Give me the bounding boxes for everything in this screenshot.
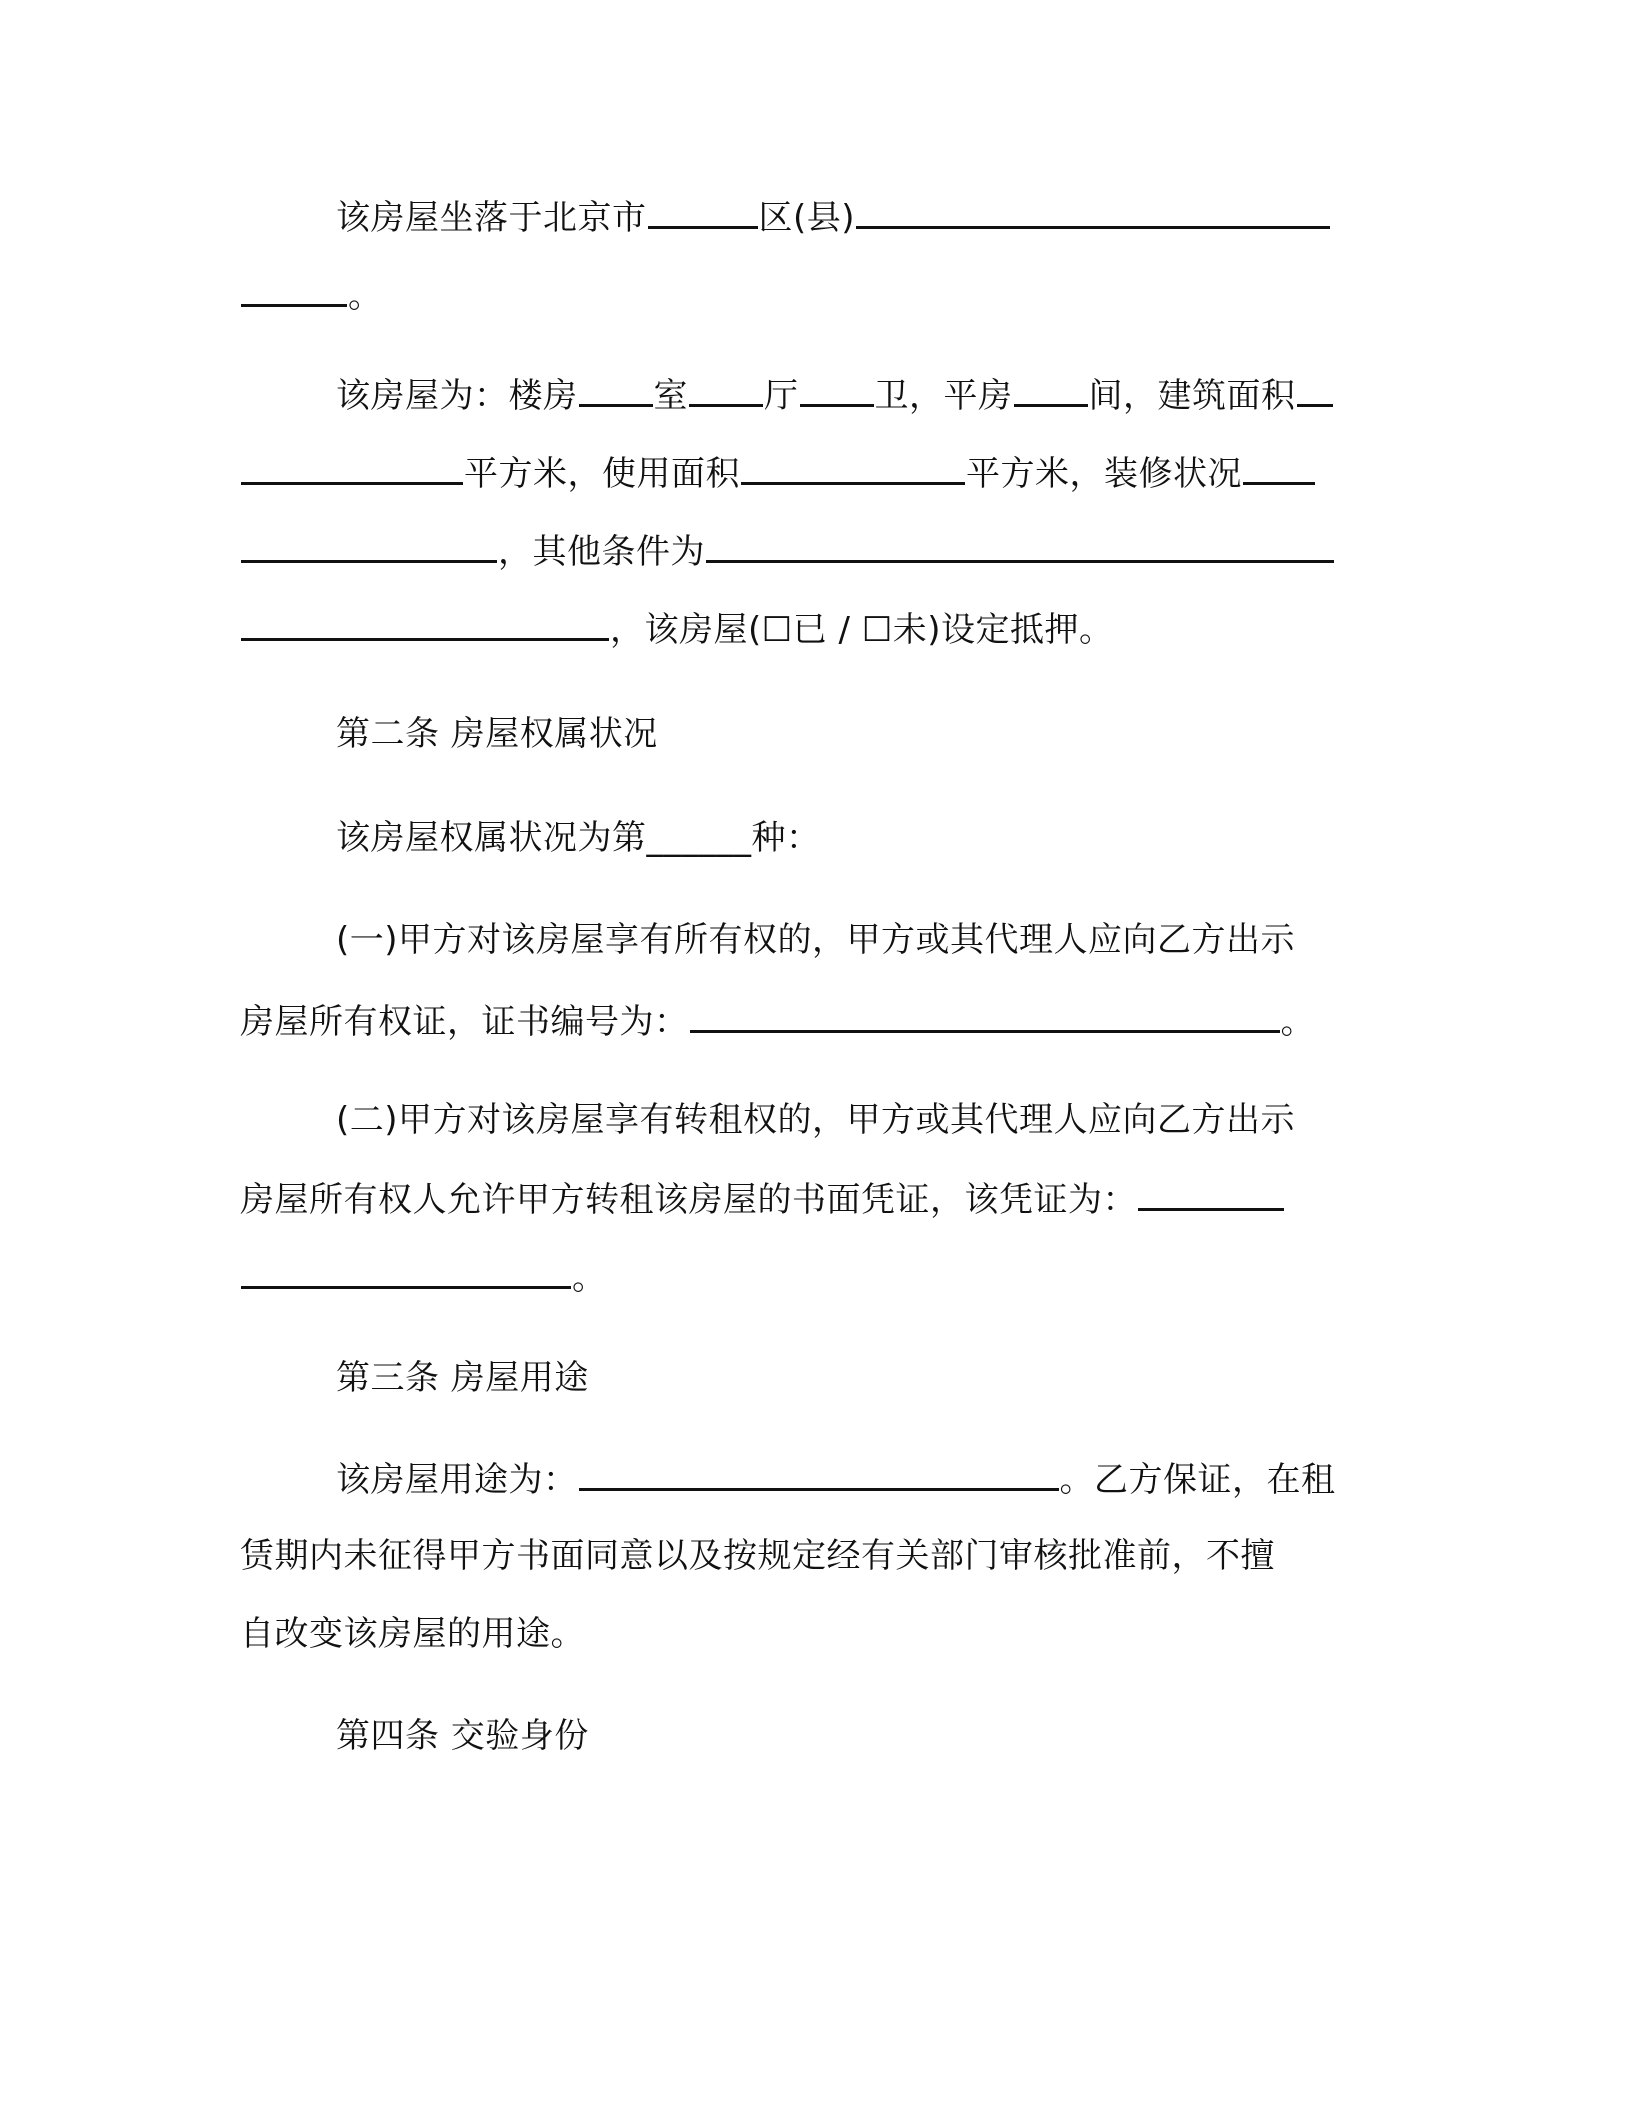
halls-blank [689, 374, 763, 407]
address-blank-cont [241, 274, 347, 307]
area-line [240, 452, 1316, 496]
bungalow-rooms-blank [1014, 374, 1088, 407]
other-conditions-line [240, 530, 1335, 574]
hall-label: 厅 [764, 376, 799, 416]
address-blank [856, 196, 1330, 229]
use-suffix: 。乙方保证，在租 [1059, 1460, 1336, 1500]
use-prefix: 该房屋用途为： [336, 1460, 578, 1500]
house-desc-prefix: 该房屋为：楼房 [336, 376, 578, 416]
location-end: 。 [348, 276, 383, 316]
location-line [336, 196, 1331, 240]
sublease-proof-blank-cont [241, 1256, 571, 1289]
sqm-label-2: 平方米，装修状况 [966, 454, 1242, 494]
use-line-3: 自改变该房屋的用途。 [240, 1614, 585, 1654]
use-area-blank [741, 452, 965, 485]
section2-heading: 第二条 房屋权属状况 [336, 714, 658, 754]
use-blank [579, 1458, 1059, 1491]
house-desc-line [336, 374, 1334, 418]
item2-line2 [240, 1178, 1285, 1222]
item1-line2 [240, 1000, 1315, 1044]
room-label: 室 [653, 376, 688, 416]
item2-line1: (二)甲方对该房屋享有转租权的，甲方或其代理人应向乙方出示 [336, 1100, 1296, 1140]
other-label: ，其他条件为 [498, 532, 705, 572]
location-line-2 [240, 274, 383, 318]
item2-label: 房屋所有权人允许甲方转租该房屋的书面凭证，该凭证为： [240, 1180, 1137, 1220]
item2-line3 [240, 1256, 607, 1300]
sublease-proof-blank [1138, 1178, 1284, 1211]
rooms-blank [579, 374, 653, 407]
baths-blank [800, 374, 874, 407]
section4-heading: 第四条 交验身份 [336, 1716, 589, 1756]
build-area-blank-cont [241, 452, 463, 485]
mortgage-text: ，该房屋(☐已 / ☐未)设定抵押。 [610, 610, 1114, 650]
location-prefix: 该房屋坐落于北京市 [336, 198, 647, 238]
bath-label: 卫，平房 [874, 376, 1013, 416]
jian-label: 间，建筑面积 [1088, 376, 1296, 416]
build-area-blank [1297, 374, 1333, 407]
location-district-label: 区(县) [758, 198, 856, 238]
decoration-blank [1243, 452, 1315, 485]
ownership-type-line: 该房屋权属状况为第______种： [336, 818, 821, 858]
item1-label: 房屋所有权证，证书编号为： [240, 1002, 689, 1042]
sqm-label-1: 平方米，使用面积 [464, 454, 740, 494]
district-blank [648, 196, 758, 229]
item2-end: 。 [572, 1258, 607, 1298]
certificate-number-blank [690, 1000, 1280, 1033]
mortgage-line [240, 608, 1114, 652]
other-conditions-blank [706, 530, 1334, 563]
decoration-blank-cont [241, 530, 497, 563]
use-line [336, 1458, 1336, 1502]
item1-line1: (一)甲方对该房屋享有所有权的，甲方或其代理人应向乙方出示 [336, 920, 1296, 960]
other-conditions-blank-cont [241, 608, 609, 641]
section3-heading: 第三条 房屋用途 [336, 1358, 589, 1398]
use-line-2: 赁期内未征得甲方书面同意以及按规定经有关部门审核批准前，不擅 [240, 1536, 1275, 1576]
item1-end: 。 [1280, 1002, 1315, 1042]
